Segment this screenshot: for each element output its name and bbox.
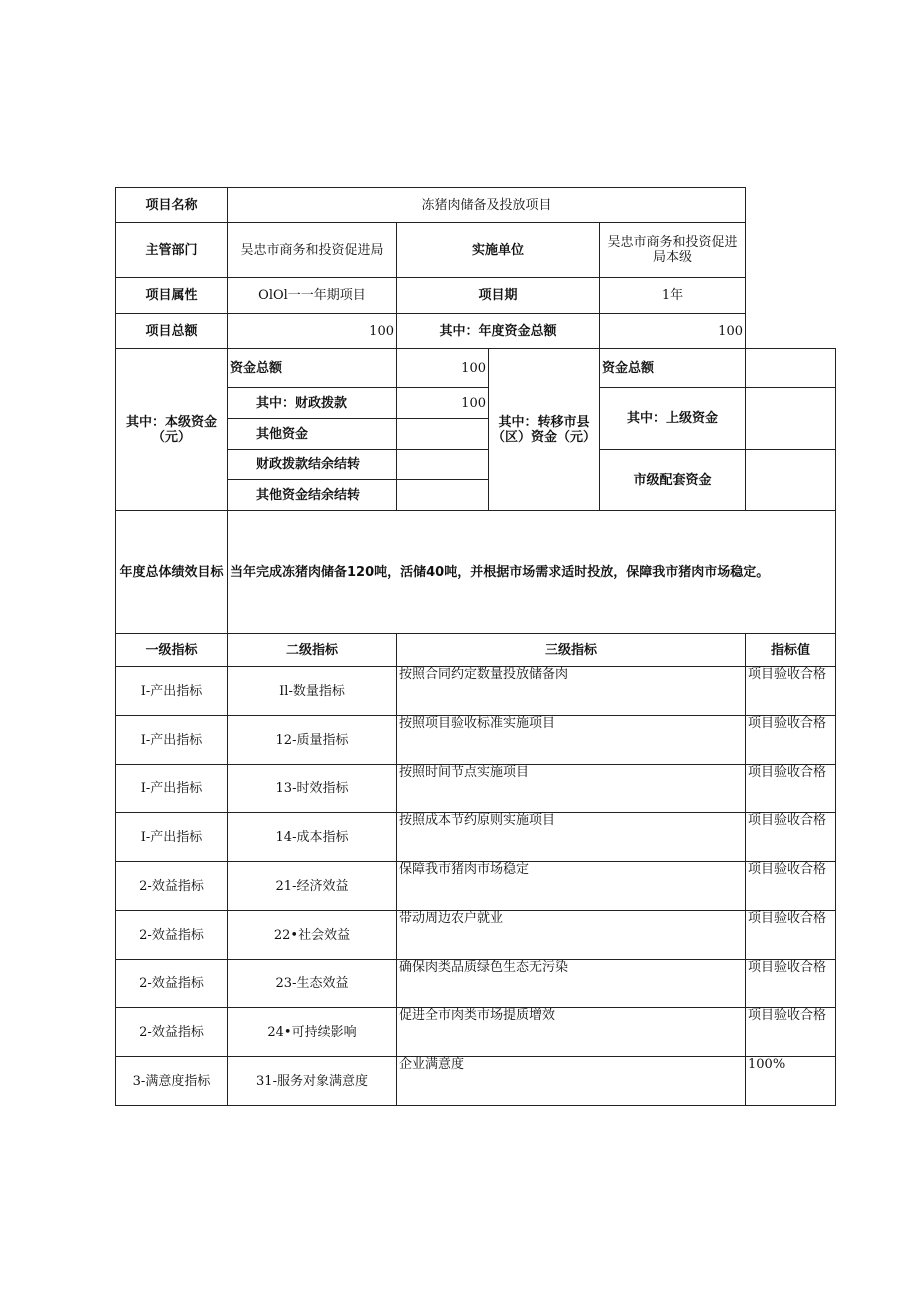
annual-value: 100: [600, 314, 746, 349]
level2-cell: 31-服务对象满意度: [228, 1057, 397, 1106]
level3-cell: 保障我市猪肉市场稳定: [397, 862, 746, 911]
value-cell: 项目验收合格: [746, 765, 836, 813]
transfer-total-label: 资金总额: [600, 349, 746, 388]
goal-text: 当年完成冻猪肉储备120吨，活储40吨，并根据市场需求适时投放，保障我市猪肉市场稳定。: [228, 511, 836, 634]
level2-cell: 24•可持续影响: [228, 1008, 397, 1057]
performance-goal-table: [115, 187, 836, 1106]
level1-cell: I-产出指标: [116, 716, 228, 765]
level2-cell: 12-质量指标: [228, 716, 397, 765]
fiscal-label: 其中：财政拨款: [228, 388, 397, 419]
level3-cell: 按照时间节点实施项目: [397, 765, 746, 813]
goal-label: 年度总体绩效目标: [116, 511, 228, 634]
level1-cell: I-产出指标: [116, 813, 228, 862]
level2-cell: 21-经济效益: [228, 862, 397, 911]
city-match-label: 市级配套资金: [600, 450, 746, 511]
table-row: [116, 765, 836, 813]
city-match-value: [746, 450, 836, 511]
impl-unit-value: 吴忠市商务和投资促进局本级: [600, 223, 746, 278]
level1-cell: 2-效益指标: [116, 911, 228, 960]
level3-cell: 按照成本节约原则实施项目: [397, 813, 746, 862]
value-cell: 100%: [746, 1057, 836, 1106]
upper-funds-value: [746, 388, 836, 450]
level3-cell: 按照合同约定数量投放储备肉: [397, 667, 746, 716]
period-value: 1年: [600, 278, 746, 314]
level1-cell: I-产出指标: [116, 765, 228, 813]
fiscal-carry-label: 财政拨款结余结转: [228, 450, 397, 480]
level1-cell: 2-效益指标: [116, 960, 228, 1008]
table-row: [116, 716, 836, 765]
table-row: [116, 911, 836, 960]
attr-value: OlOl一一年期项目: [228, 278, 397, 314]
dept-value: 吴忠市商务和投资促进局: [228, 223, 397, 278]
header-value: 指标值: [746, 634, 836, 667]
level3-cell: 确保肉类品质绿色生态无污染: [397, 960, 746, 1008]
level3-cell: 促进全市肉类市场提质增效: [397, 1008, 746, 1057]
value-cell: 项目验收合格: [746, 911, 836, 960]
other-funds-label: 其他资金: [228, 419, 397, 450]
level3-cell: 带动周边农户就业: [397, 911, 746, 960]
local-total-value: 100: [397, 349, 489, 388]
impl-unit-label: 实施单位: [397, 223, 600, 278]
level2-cell: 23-生态效益: [228, 960, 397, 1008]
table-row: [116, 1057, 836, 1106]
header-level1: 一级指标: [116, 634, 228, 667]
level1-cell: 2-效益指标: [116, 1008, 228, 1057]
project-name-label: 项目名称: [116, 188, 228, 223]
table-row: [116, 813, 836, 862]
table-row: [116, 667, 836, 716]
table-row: [116, 862, 836, 911]
level2-cell: 14-成本指标: [228, 813, 397, 862]
transfer-funds-label: 其中：转移市县（区）资金（元）: [489, 349, 600, 511]
fiscal-value: 100: [397, 388, 489, 419]
other-carry-label: 其他资金结余结转: [228, 480, 397, 511]
table-row: [116, 1008, 836, 1057]
other-carry-value: [397, 480, 489, 511]
level1-cell: I-产出指标: [116, 667, 228, 716]
upper-funds-label: 其中：上级资金: [600, 388, 746, 450]
total-label: 项目总额: [116, 314, 228, 349]
level3-cell: 按照项目验收标准实施项目: [397, 716, 746, 765]
value-cell: 项目验收合格: [746, 667, 836, 716]
level1-cell: 2-效益指标: [116, 862, 228, 911]
value-cell: 项目验收合格: [746, 1008, 836, 1057]
level3-cell: 企业满意度: [397, 1057, 746, 1106]
fiscal-carry-value: [397, 450, 489, 480]
value-cell: 项目验收合格: [746, 862, 836, 911]
value-cell: 项目验收合格: [746, 716, 836, 765]
attr-label: 项目属性: [116, 278, 228, 314]
header-level3: 三级指标: [397, 634, 746, 667]
dept-label: 主管部门: [116, 223, 228, 278]
local-funds-label: 其中：本级资金（元）: [116, 349, 228, 511]
project-name-value: 冻猪肉储备及投放项目: [228, 188, 746, 223]
header-level2: 二级指标: [228, 634, 397, 667]
level2-cell: 22•社会效益: [228, 911, 397, 960]
other-funds-value: [397, 419, 489, 450]
level2-cell: 13-时效指标: [228, 765, 397, 813]
value-cell: 项目验收合格: [746, 813, 836, 862]
level2-cell: Il-数量指标: [228, 667, 397, 716]
local-total-label: 资金总额: [228, 349, 397, 388]
level1-cell: 3-满意度指标: [116, 1057, 228, 1106]
total-value: 100: [228, 314, 397, 349]
transfer-total-value: [746, 349, 836, 388]
value-cell: 项目验收合格: [746, 960, 836, 1008]
annual-label: 其中：年度资金总额: [397, 314, 600, 349]
table-row: [116, 960, 836, 1008]
period-label: 项目期: [397, 278, 600, 314]
